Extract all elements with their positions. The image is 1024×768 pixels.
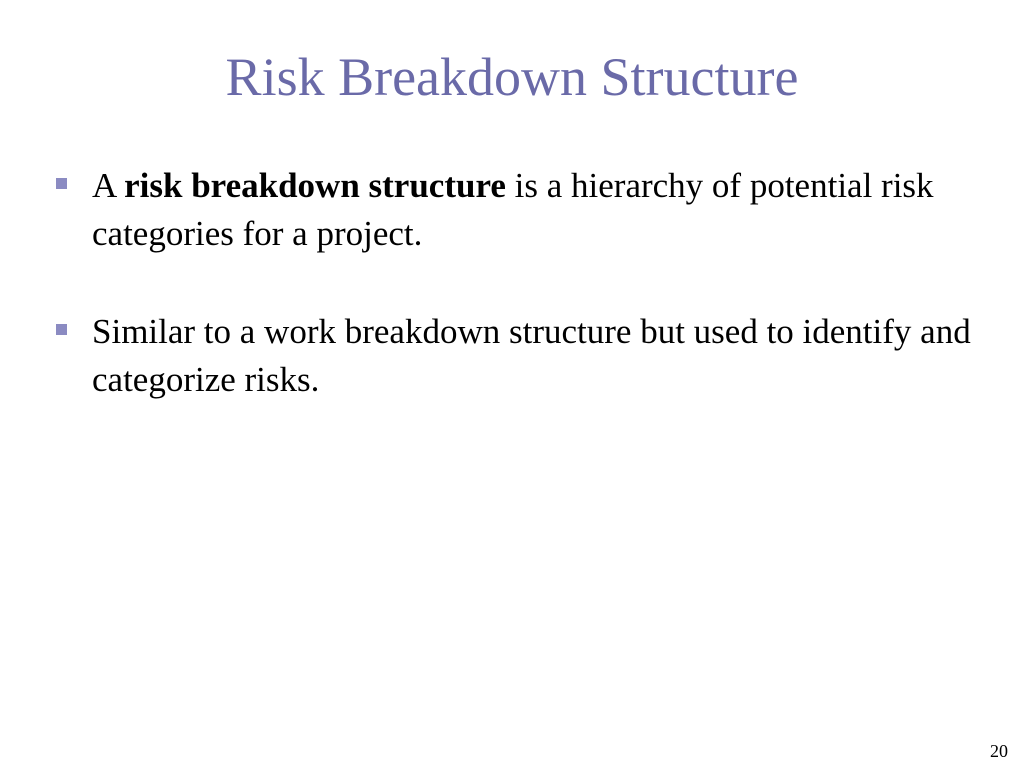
bullet-text: Similar to a work breakdown structure but used to identify and categorize risks. [92, 312, 971, 399]
bullet-item-comparison [52, 308, 1002, 404]
bullet-item-definition [52, 162, 1002, 258]
square-bullet-icon [56, 178, 67, 189]
bullet-prefix-text: A [92, 166, 125, 205]
slide-title: Risk Breakdown Structure [225, 47, 799, 107]
bullet-suffix-text: is a hierarchy of potential risk categories for a project. [92, 166, 934, 253]
bullet-bold-term: risk breakdown structure [124, 166, 506, 205]
square-bullet-icon [56, 324, 67, 335]
bullet-list [52, 162, 1002, 404]
page-number: 20 [990, 741, 1008, 761]
